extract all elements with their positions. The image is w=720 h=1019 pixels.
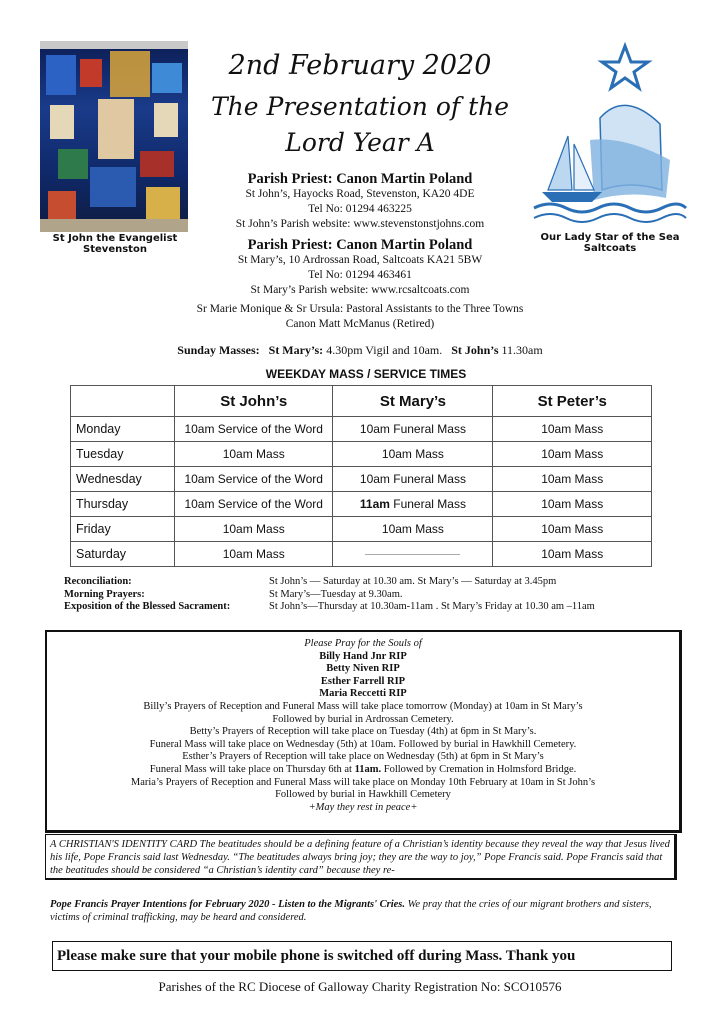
day-cell: Tuesday: [71, 442, 175, 467]
list-item: [64, 601, 684, 614]
st-johns-cell: 10am Mass: [174, 442, 332, 467]
day-cell: Friday: [71, 517, 175, 542]
st-marys-cell: 10am Funeral Mass: [333, 467, 493, 492]
day-cell: Monday: [71, 417, 175, 442]
st-peters-cell: 10am Mass: [493, 492, 652, 517]
sunday-johns-times: 11.30am: [501, 343, 543, 357]
column-header-st-peters: St Peter’s: [493, 386, 652, 417]
prayers-intro: Please Pray for the Souls of: [304, 638, 422, 649]
funeral-detail: Followed by burial in Hawkhill Cemetery: [275, 789, 451, 801]
our-lady-caption-line-1: Our Lady Star of the Sea: [540, 232, 680, 243]
feast-title-line-1: The Presentation of the: [210, 92, 510, 121]
table-row: [71, 492, 652, 517]
st-marys-time-bold: 11am: [359, 497, 390, 511]
funeral-detail: Funeral Mass will take place on Wednesday (5th) at 10am. Followed by burial in Hawkhill Cemetery.: [149, 738, 577, 750]
st-marys-cell-text: Funeral Mass: [389, 497, 466, 511]
sunday-marys-label: St Mary’s:: [268, 343, 324, 357]
st-johns-tel: Tel No: 01294 463225: [308, 203, 412, 215]
day-cell: Saturday: [71, 542, 175, 567]
thursday-time: 11am.: [354, 763, 382, 775]
table-row: [71, 442, 652, 467]
st-marys-info: [165, 238, 555, 298]
st-johns-cell: 10am Service of the Word: [174, 417, 332, 442]
deceased-name: Betty Niven RIP: [326, 663, 400, 675]
st-john-caption-line-2: Stevenston: [83, 244, 147, 255]
st-marys-cell: 10am Funeral Mass: [333, 417, 493, 442]
identity-card-box: A CHRISTIAN'S IDENTITY CARD The beatitudes should be a defining feature of a Christian’s identity because they reveal the way that Jesus lived his life, Pope Francis said last Wednesday. “The beatitudes always bring joy; they are the way to joy,” Pope Francis said. Pope Francis said that the beatitudes should be considered “a Christian’s identity card” because they re-: [45, 834, 677, 880]
st-johns-cell: 10am Service of the Word: [174, 492, 332, 517]
st-marys-cell: [333, 492, 493, 517]
list-item: [64, 576, 684, 589]
column-header-st-johns: St John’s: [174, 386, 332, 417]
deceased-name: Esther Farrell RIP: [320, 675, 406, 687]
st-marys-cell: [333, 542, 493, 567]
st-johns-info: [165, 172, 555, 232]
deceased-name: Billy Hand Jnr RIP: [319, 650, 407, 662]
st-peters-cell: 10am Mass: [493, 517, 652, 542]
st-peters-cell: 10am Mass: [493, 417, 652, 442]
pope-intention-title: Pope Francis Prayer Intentions for February 2020 - Listen to the Migrants' Cries.: [50, 899, 405, 910]
footer: Parishes of the RC Diocese of Galloway Charity Registration No: SCO10576: [158, 979, 562, 994]
pope-intention-text: We pray that the cries of our migrant brothers and sisters, victims of criminal trafficking, may be heard and considered.: [50, 899, 652, 923]
st-marys-address: St Mary’s, 10 Ardrossan Road, Saltcoats KA21 5BW: [237, 254, 483, 266]
no-service-dash: [365, 554, 460, 555]
retired-canon: Canon Matt McManus (Retired): [285, 318, 435, 330]
table-row: [71, 517, 652, 542]
pastoral-assistants: Sr Marie Monique & Sr Ursula: Pastoral Assistants to the Three Towns: [196, 303, 524, 315]
column-header-st-marys: St Mary’s: [333, 386, 493, 417]
list-item: [64, 589, 684, 602]
st-marys-cell: 10am Mass: [333, 517, 493, 542]
deceased-name: Maria Reccetti RIP: [319, 688, 407, 700]
table-row: [71, 467, 652, 492]
prayers-closing: +May they rest in peace+: [308, 801, 418, 813]
service-label: Morning Prayers:: [64, 588, 145, 600]
table-header-empty: [71, 386, 175, 417]
table-header-row: [71, 386, 652, 417]
service-label: Reconciliation:: [64, 576, 132, 587]
funeral-detail: Betty’s Prayers of Reception will take place on Tuesday (4th) at 6pm in St Mary’s.: [189, 726, 537, 738]
thursday-post: Followed by Cremation in Holmsford Bridge.: [381, 763, 577, 775]
prayers-box: [45, 630, 682, 833]
st-johns-website[interactable]: St John’s Parish website: www.stevenstonstjohns.com: [235, 218, 485, 230]
st-peters-cell: 10am Mass: [493, 442, 652, 467]
service-text: St Mary’s—Tuesday at 9.30am.: [269, 588, 403, 600]
st-marys-website[interactable]: St Mary’s Parish website: www.rcsaltcoats.com: [250, 284, 470, 296]
feast-title-line-2: Lord Year A: [285, 128, 435, 157]
st-johns-priest: Parish Priest: Canon Martin Poland: [247, 171, 473, 187]
st-johns-cell: 10am Mass: [174, 542, 332, 567]
day-cell: Wednesday: [71, 467, 175, 492]
service-text: St John’s—Thursday at 10.30am-11am . St Mary’s Friday at 10.30 am –11am: [269, 601, 595, 612]
pastoral-info: [120, 302, 600, 332]
st-marys-priest: Parish Priest: Canon Martin Poland: [247, 237, 473, 253]
sunday-masses: [0, 343, 720, 358]
funeral-detail: Billy’s Prayers of Reception and Funeral Mass will take place tomorrow (Monday) at 10am in St Mary’s: [143, 700, 583, 712]
day-cell: Thursday: [71, 492, 175, 517]
thursday-pre: Funeral Mass will take place on Thursday 6th at: [149, 763, 355, 775]
table-row: [71, 542, 652, 567]
sunday-johns-label: St John’s: [451, 343, 499, 357]
sunday-marys-times: 4.30pm Vigil and 10am.: [326, 343, 443, 357]
service-text: St John’s — Saturday at 10.30 am. St Mary’s — Saturday at 3.45pm: [269, 576, 557, 587]
st-johns-address: St John’s, Hayocks Road, Stevenston, KA20 4DE: [245, 188, 475, 200]
bulletin-date: 2nd February 2020: [228, 50, 492, 81]
st-john-caption-line-1: St John the Evangelist: [52, 233, 178, 244]
weekday-title: WEEKDAY MASS / SERVICE TIMES: [265, 367, 467, 381]
our-lady-caption-line-2: Saltcoats: [583, 243, 637, 254]
st-marys-tel: Tel No: 01294 463461: [308, 269, 412, 281]
table-row: [71, 417, 652, 442]
funeral-detail: [47, 764, 679, 777]
phone-notice: Please make sure that your mobile phone is switched off during Mass. Thank you: [52, 941, 672, 971]
funeral-detail: Esther’s Prayers of Reception will take place on Wednesday (5th) at 6pm in St Mary’s: [182, 751, 544, 763]
st-peters-cell: 10am Mass: [493, 542, 652, 567]
st-johns-cell: 10am Service of the Word: [174, 467, 332, 492]
funeral-detail: Followed by burial in Ardrossan Cemetery.: [272, 713, 454, 725]
funeral-detail: Maria’s Prayers of Reception and Funeral Mass will take place on Monday 10th February at 10am in St John’s: [130, 776, 596, 788]
service-label: Exposition of the Blessed Sacrament:: [64, 601, 231, 612]
st-johns-cell: 10am Mass: [174, 517, 332, 542]
sunday-label: Sunday Masses:: [177, 343, 260, 357]
st-marys-cell: 10am Mass: [333, 442, 493, 467]
st-peters-cell: 10am Mass: [493, 467, 652, 492]
other-services: [64, 576, 684, 614]
weekday-times-table: [70, 385, 652, 567]
pope-intention: [50, 898, 680, 924]
